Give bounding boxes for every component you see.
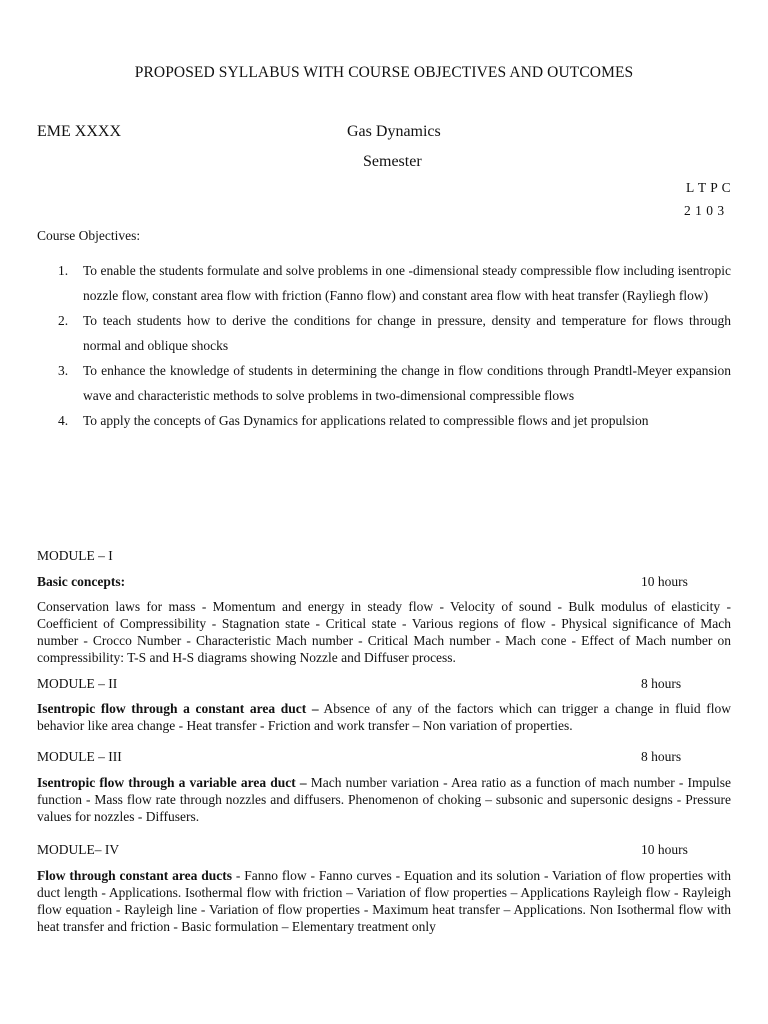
module-3-title: Isentropic flow through a variable area duct – (37, 775, 307, 790)
objective-number: 4. (58, 413, 69, 428)
module-3-hours: 8 hours (641, 749, 682, 764)
module-1-title: Basic concepts: (37, 574, 126, 589)
course-code: EME XXXX (37, 123, 121, 140)
module-1-hours: 10 hours (641, 574, 688, 589)
semester-label: Semester (363, 153, 422, 170)
module-3-content (37, 774, 731, 825)
objective-text: To apply the concepts of Gas Dynamics for applications related to compressible flows and jet propulsion (83, 413, 649, 428)
objective-text: To teach students how to derive the conditions for change in pressure, density and temperature for flows through normal and oblique shocks (83, 313, 731, 353)
module-2-title: Isentropic flow through a constant area duct – (37, 701, 319, 716)
objective-number: 1. (58, 263, 69, 278)
module-3-text: Mach number variation - Area ratio as a function of mach number - Impulse function - Mass flow rate through nozzles and diffusers. Phenomenon of choking – subsonic and supersonic designs - Pressure values for nozzles - Diffusers. (37, 775, 731, 824)
module-2-hours: 8 hours (641, 676, 682, 691)
module-4-text: - Fanno flow - Fanno curves - Equation and its solution - Variation of flow properties with duct length - Applications. Isothermal flow with friction – Variation of flow properties – Applications Rayleigh flow - Rayleigh flow equation - Rayleigh line - Variation of flow properties - Maximum heat transfer – Applications. Non Isothermal flow with heat transfer and friction - Basic formulation – Elementary treatment only (37, 868, 732, 934)
objective-item (37, 408, 731, 433)
module-3-heading: MODULE – III (37, 749, 122, 764)
objective-item (37, 308, 731, 358)
ltpc-header: L T P C (686, 180, 732, 195)
objective-number: 3. (58, 363, 69, 378)
document-title: PROPOSED SYLLABUS WITH COURSE OBJECTIVES AND OUTCOMES (134, 64, 634, 81)
module-4-heading: MODULE– IV (37, 842, 120, 857)
module-2-text: Absence of any of the factors which can trigger a change in fluid flow behavior like area change - Heat transfer - Friction and work transfer – Non variation of properties. (37, 701, 731, 733)
objectives-list (37, 258, 731, 433)
course-name: Gas Dynamics (347, 123, 441, 140)
objective-item (37, 258, 731, 308)
module-1-content: Conservation laws for mass - Momentum and energy in steady flow - Velocity of sound - Bulk modulus of elasticity - Coefficient of Compressibility - Stagnation state - Critical state - Various regions of flow - Physical significance of Mach number - Crocco Number - Characteristic Mach number - Critical Mach number - Mach cone - Effect of Mach number on compressibility: T-S and H-S diagrams showing Nozzle and Diffuser process. (37, 599, 731, 665)
module-2-content (37, 700, 731, 734)
module-4-title: Flow through constant area ducts (37, 868, 233, 883)
objective-item (37, 358, 731, 408)
ltpc-values: 2 1 0 3 (684, 203, 725, 218)
module-4-hours: 10 hours (641, 842, 688, 857)
module-4-content (37, 867, 731, 935)
module-1-heading: MODULE – I (37, 548, 113, 563)
objective-number: 2. (58, 313, 69, 328)
module-2-heading: MODULE – II (37, 676, 118, 691)
objective-text: To enable the students formulate and solve problems in one -dimensional steady compressible flow including isentropic nozzle flow, constant area flow with friction (Fanno flow) and constant area flow with heat transfer (Rayliegh flow) (83, 263, 731, 303)
objectives-heading: Course Objectives: (37, 228, 141, 243)
objective-text: To enhance the knowledge of students in determining the change in flow conditions through Prandtl-Meyer expansion wave and characteristic methods to solve problems in two-dimensional compressible flows (83, 363, 731, 403)
